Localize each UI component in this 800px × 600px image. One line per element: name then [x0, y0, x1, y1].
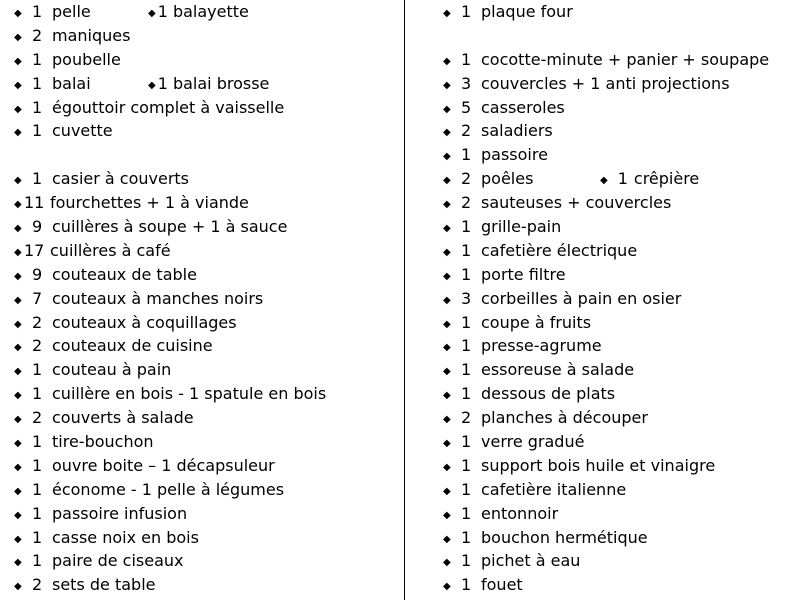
diamond-bullet-icon: ◆ [443, 557, 451, 569]
diamond-bullet-icon: ◆ [443, 581, 451, 593]
item-quantity: 1 [461, 264, 472, 284]
item-quantity: 1 [32, 432, 43, 452]
item-name: support bois huile et vinaigre [481, 455, 716, 475]
list-item [14, 526, 394, 550]
list-item [443, 72, 793, 96]
list-item [443, 311, 793, 335]
item-quantity: 1 [461, 455, 472, 475]
list-item [443, 406, 793, 430]
diamond-bullet-icon: ◆ [600, 175, 608, 187]
item-quantity: 1 [32, 503, 43, 523]
item-name: cafetière italienne [481, 479, 627, 499]
item-name: casse noix en bois [52, 527, 199, 547]
diamond-bullet-icon: ◆ [148, 79, 156, 91]
secondary-item [148, 72, 269, 98]
list-item [14, 287, 394, 311]
item-quantity: 1 [32, 551, 43, 571]
item-name: tire-bouchon [52, 432, 154, 452]
secondary-item-quantity: 1 [617, 169, 628, 189]
list-item [443, 215, 793, 239]
list-item [14, 0, 394, 24]
item-name: presse-agrume [481, 336, 602, 356]
item-quantity: 9 [32, 264, 43, 284]
diamond-bullet-icon: ◆ [14, 461, 22, 473]
list-item [14, 119, 394, 143]
secondary-item [600, 167, 699, 193]
list-item [14, 406, 394, 430]
item-quantity: 2 [32, 25, 43, 45]
diamond-bullet-icon: ◆ [443, 103, 451, 115]
list-item [443, 239, 793, 263]
secondary-item-name: crêpière [633, 169, 700, 189]
list-item [443, 526, 793, 550]
diamond-bullet-icon: ◆ [443, 485, 451, 497]
item-quantity: 1 [461, 49, 472, 69]
item-name: entonnoir [481, 503, 559, 523]
item-quantity: 1 [32, 527, 43, 547]
item-quantity: 2 [32, 575, 43, 595]
item-quantity: 2 [461, 121, 472, 141]
diamond-bullet-icon: ◆ [14, 103, 22, 115]
item-name: passoire [481, 145, 548, 165]
item-quantity: 1 [461, 575, 472, 595]
item-quantity: 2 [461, 169, 472, 189]
item-name: coupe à fruits [481, 312, 592, 332]
item-name: balai [52, 73, 91, 93]
list-item [14, 454, 394, 478]
diamond-bullet-icon: ◆ [148, 8, 156, 19]
item-name: couteau à pain [52, 360, 172, 380]
diamond-bullet-icon: ◆ [14, 390, 22, 402]
diamond-bullet-icon: ◆ [14, 175, 22, 187]
item-name: ouvre boite – 1 décapsuleur [52, 455, 275, 475]
list-item [14, 502, 394, 526]
item-quantity: 1 [32, 360, 43, 380]
item-name: grille-pain [481, 217, 562, 237]
item-name: couvercles + 1 anti projections [481, 73, 730, 93]
list-item [14, 573, 394, 597]
item-name: bouchon hermétique [481, 527, 648, 547]
item-quantity: 7 [32, 288, 43, 308]
item-name: porte filtre [481, 264, 566, 284]
list-item [443, 430, 793, 454]
item-name: verre gradué [481, 432, 585, 452]
item-name: maniques [52, 25, 131, 45]
list-item [443, 382, 793, 406]
list-item [443, 167, 793, 191]
item-name: poêles [481, 169, 534, 189]
item-quantity: 9 [32, 217, 43, 237]
list-item [443, 502, 793, 526]
item-quantity: 1 [461, 527, 472, 547]
item-quantity: 1 [32, 479, 43, 499]
diamond-bullet-icon: ◆ [443, 127, 451, 139]
diamond-bullet-icon: ◆ [443, 151, 451, 163]
item-quantity: 1 [32, 169, 43, 189]
item-quantity: 1 [461, 551, 472, 571]
diamond-bullet-icon: ◆ [14, 270, 22, 282]
diamond-bullet-icon: ◆ [14, 246, 22, 258]
item-name: casier à couverts [52, 169, 190, 189]
list-item [14, 239, 394, 263]
item-name: saladiers [481, 121, 553, 141]
inventory-left-column [14, 0, 394, 597]
item-name: pelle [52, 2, 91, 21]
diamond-bullet-icon: ◆ [14, 127, 22, 139]
item-quantity: 1 [32, 2, 43, 21]
item-name: cafetière électrique [481, 240, 638, 260]
item-quantity: 1 [32, 73, 43, 93]
list-item [443, 0, 793, 24]
item-name: fouet [481, 575, 523, 595]
secondary-item-name: 1 balai brosse [157, 73, 270, 93]
diamond-bullet-icon: ◆ [14, 31, 22, 43]
list-item [443, 454, 793, 478]
diamond-bullet-icon: ◆ [14, 8, 22, 19]
item-name: plaque four [481, 2, 573, 21]
item-name: dessous de plats [481, 384, 616, 404]
diamond-bullet-icon: ◆ [443, 414, 451, 426]
item-quantity: 5 [461, 97, 472, 117]
item-name: cuillère en bois - 1 spatule en bois [52, 384, 327, 404]
item-quantity: 2 [32, 336, 43, 356]
list-item [443, 573, 793, 597]
secondary-item [148, 0, 249, 26]
item-quantity: 17 [24, 240, 45, 260]
item-quantity: 1 [32, 455, 43, 475]
list-item [14, 382, 394, 406]
item-quantity: 1 [461, 312, 472, 332]
list-item [14, 430, 394, 454]
diamond-bullet-icon: ◆ [443, 8, 451, 19]
item-name: sauteuses + couvercles [481, 193, 672, 213]
item-name: fourchettes + 1 à viande [50, 193, 249, 213]
item-quantity: 1 [461, 145, 472, 165]
item-name: couteaux de table [52, 264, 197, 284]
diamond-bullet-icon: ◆ [443, 390, 451, 402]
diamond-bullet-icon: ◆ [443, 223, 451, 235]
diamond-bullet-icon: ◆ [443, 246, 451, 258]
diamond-bullet-icon: ◆ [14, 485, 22, 497]
diamond-bullet-icon: ◆ [443, 55, 451, 67]
column-divider [404, 0, 405, 600]
item-name: couteaux de cuisine [52, 336, 213, 356]
list-item [14, 215, 394, 239]
item-quantity: 3 [461, 73, 472, 93]
list-item [443, 549, 793, 573]
item-name: économe - 1 pelle à légumes [52, 479, 285, 499]
diamond-bullet-icon: ◆ [14, 55, 22, 67]
item-quantity: 1 [32, 97, 43, 117]
item-name: passoire infusion [52, 503, 188, 523]
item-quantity: 1 [461, 2, 472, 21]
item-quantity: 1 [461, 336, 472, 356]
list-item [14, 478, 394, 502]
item-name: cocotte-minute + panier + soupape [481, 49, 770, 69]
list-item [443, 48, 793, 72]
diamond-bullet-icon: ◆ [443, 175, 451, 187]
list-item [14, 24, 394, 48]
diamond-bullet-icon: ◆ [14, 509, 22, 521]
item-name: sets de table [52, 575, 156, 595]
list-item [14, 311, 394, 335]
diamond-bullet-icon: ◆ [14, 533, 22, 545]
list-item [443, 358, 793, 382]
diamond-bullet-icon: ◆ [14, 557, 22, 569]
item-name: corbeilles à pain en osier [481, 288, 682, 308]
item-name: paire de ciseaux [52, 551, 184, 571]
diamond-bullet-icon: ◆ [14, 414, 22, 426]
diamond-bullet-icon: ◆ [443, 342, 451, 354]
item-quantity: 2 [461, 193, 472, 213]
item-name: cuillères à café [50, 240, 171, 260]
list-item [443, 263, 793, 287]
blank-line [14, 143, 394, 167]
item-name: égouttoir complet à vaisselle [52, 97, 285, 117]
diamond-bullet-icon: ◆ [14, 223, 22, 235]
item-quantity: 2 [461, 408, 472, 428]
item-name: casseroles [481, 97, 565, 117]
item-quantity: 1 [461, 240, 472, 260]
diamond-bullet-icon: ◆ [443, 533, 451, 545]
item-name: planches à découper [481, 408, 648, 428]
item-quantity: 1 [461, 217, 472, 237]
diamond-bullet-icon: ◆ [443, 270, 451, 282]
item-name: couverts à salade [52, 408, 194, 428]
item-quantity: 1 [461, 384, 472, 404]
list-item [14, 334, 394, 358]
item-quantity: 2 [32, 312, 43, 332]
diamond-bullet-icon: ◆ [14, 294, 22, 306]
item-quantity: 1 [461, 479, 472, 499]
diamond-bullet-icon: ◆ [443, 509, 451, 521]
list-item [443, 143, 793, 167]
secondary-item-name: 1 balayette [157, 2, 249, 21]
diamond-bullet-icon: ◆ [14, 438, 22, 450]
list-item [443, 191, 793, 215]
list-item [14, 72, 394, 96]
item-quantity: 1 [32, 384, 43, 404]
diamond-bullet-icon: ◆ [443, 294, 451, 306]
list-item [443, 478, 793, 502]
list-item [14, 358, 394, 382]
item-quantity: 1 [461, 360, 472, 380]
list-item [443, 96, 793, 120]
diamond-bullet-icon: ◆ [14, 318, 22, 330]
list-item [14, 263, 394, 287]
inventory-right-column [443, 0, 793, 597]
item-name: cuvette [52, 121, 113, 141]
diamond-bullet-icon: ◆ [14, 342, 22, 354]
diamond-bullet-icon: ◆ [443, 79, 451, 91]
list-item [14, 549, 394, 573]
diamond-bullet-icon: ◆ [14, 581, 22, 593]
item-name: essoreuse à salade [481, 360, 635, 380]
list-item [14, 96, 394, 120]
list-item [14, 167, 394, 191]
blank-line [443, 24, 793, 48]
item-quantity: 1 [461, 432, 472, 452]
item-name: pichet à eau [481, 551, 581, 571]
diamond-bullet-icon: ◆ [443, 366, 451, 378]
diamond-bullet-icon: ◆ [443, 438, 451, 450]
diamond-bullet-icon: ◆ [14, 199, 22, 211]
item-quantity: 3 [461, 288, 472, 308]
item-name: poubelle [52, 49, 121, 69]
diamond-bullet-icon: ◆ [443, 461, 451, 473]
item-name: couteaux à coquillages [52, 312, 237, 332]
item-quantity: 11 [24, 193, 45, 213]
list-item [14, 48, 394, 72]
list-item [443, 287, 793, 311]
item-quantity: 1 [32, 49, 43, 69]
item-quantity: 1 [32, 121, 43, 141]
item-name: cuillères à soupe + 1 à sauce [52, 217, 288, 237]
list-item [443, 334, 793, 358]
diamond-bullet-icon: ◆ [14, 79, 22, 91]
diamond-bullet-icon: ◆ [14, 366, 22, 378]
item-name: couteaux à manches noirs [52, 288, 264, 308]
list-item [14, 191, 394, 215]
diamond-bullet-icon: ◆ [443, 199, 451, 211]
item-quantity: 2 [32, 408, 43, 428]
diamond-bullet-icon: ◆ [443, 318, 451, 330]
item-quantity: 1 [461, 503, 472, 523]
list-item [443, 119, 793, 143]
